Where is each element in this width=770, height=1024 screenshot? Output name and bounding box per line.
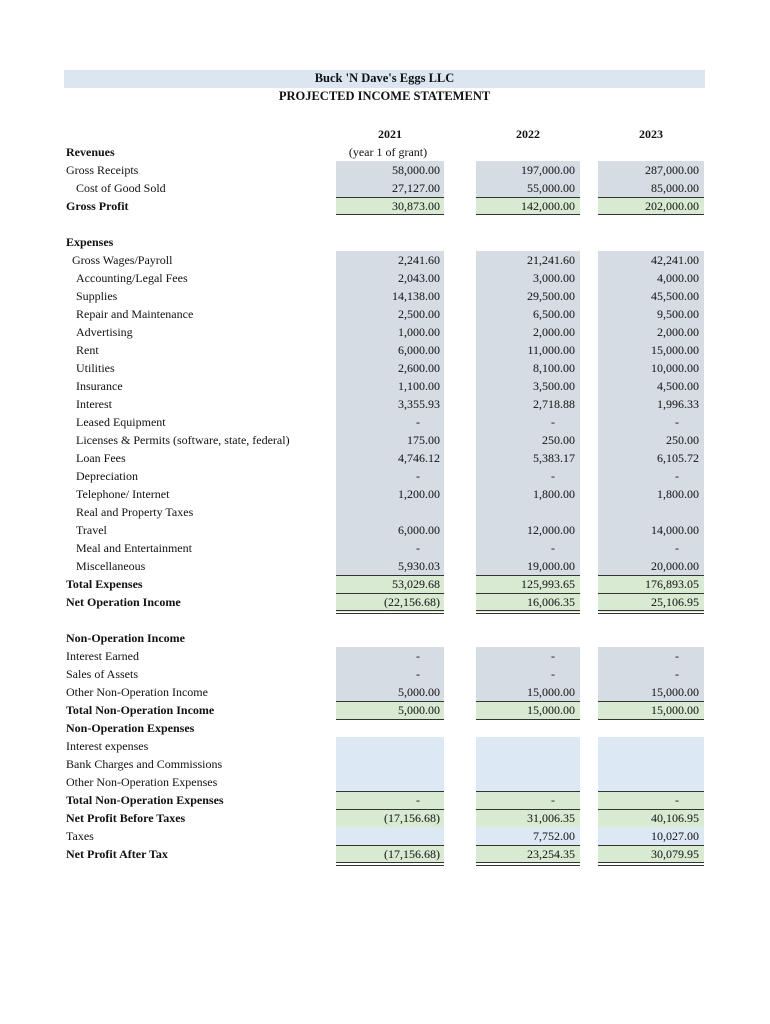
non-op-income-label: Other Non-Operation Income [66,685,208,699]
expense-value-2021: 1,200.00 [398,487,440,501]
non-op-income-2022: - [551,649,555,663]
expense-value-2021: 2,600.00 [398,361,440,375]
net-operation-2021: (22,156.68) [384,595,440,609]
non-op-expense-label: Bank Charges and Commissions [66,757,223,771]
rule [336,809,444,810]
expense-value-2022: - [551,541,555,555]
expense-label: Utilities [76,361,115,375]
gross-receipts-label: Gross Receipts [66,163,139,177]
statement-title: PROJECTED INCOME STATEMENT [278,89,491,103]
non-op-income-2021: - [416,667,420,681]
gross-receipts-2022: 197,000.00 [521,163,575,177]
expense-label: Depreciation [76,469,138,483]
expenses-heading: Expenses [66,235,114,249]
rule [476,214,580,215]
expense-value-2022: 21,241.60 [527,253,575,267]
total-non-op-income-label: Total Non-Operation Income [66,703,215,717]
expense-value-2022: 6,500.00 [533,307,575,321]
expense-label: Real and Property Taxes [76,505,194,519]
expense-value-2023: 14,000.00 [651,523,699,537]
rule [476,701,580,702]
expense-value-2022: 12,000.00 [527,523,575,537]
rule [598,809,704,810]
expense-value-2023: 20,000.00 [651,559,699,573]
expense-value-2021: 3,355.93 [398,397,440,411]
total-non-op-expenses-2023: - [675,793,679,807]
double-rule [476,862,580,866]
rule [476,809,580,810]
rule [598,701,704,702]
rule [476,845,580,846]
expense-value-2022: - [551,415,555,429]
gross-profit-2023: 202,000.00 [645,199,699,213]
expense-value-2022: 8,100.00 [533,361,575,375]
expense-value-2023: 42,241.00 [651,253,699,267]
rule [336,197,444,198]
rule [598,845,704,846]
total-non-op-income-2022: 15,000.00 [527,703,575,717]
expense-value-2023: 6,105.72 [657,451,699,465]
expense-label: Repair and Maintenance [76,307,194,321]
expense-value-2022: 2,000.00 [533,325,575,339]
expense-value-2021: 2,241.60 [398,253,440,267]
expense-value-2023: 2,000.00 [657,325,699,339]
rule [598,719,704,720]
rule [476,791,580,792]
total-expenses-2021: 53,029.68 [392,577,440,591]
expense-value-2021: 6,000.00 [398,523,440,537]
rule [336,593,444,594]
expense-value-2022: 19,000.00 [527,559,575,573]
rule [336,791,444,792]
net-before-tax-2022: 31,006.35 [527,811,575,825]
gross-profit-label: Gross Profit [66,199,129,213]
expense-label: Advertising [76,325,133,339]
total-non-op-income-2021: 5,000.00 [398,703,440,717]
double-rule [336,610,444,614]
expense-value-2023: - [675,469,679,483]
rule [598,214,704,215]
expense-label: Insurance [76,379,123,393]
expense-value-2021: 5,930.03 [398,559,440,573]
non-op-income-2023: - [675,649,679,663]
non-op-income-2021: 5,000.00 [398,685,440,699]
revenues-heading: Revenues [66,145,115,159]
expense-value-2022: 5,383.17 [533,451,575,465]
col-header-2023: 2023 [639,127,663,141]
expense-value-2022: 1,800.00 [533,487,575,501]
expense-label: Accounting/Legal Fees [76,271,188,285]
net-operation-2022: 16,006.35 [527,595,575,609]
rule [476,197,580,198]
expense-label: Miscellaneous [76,559,146,573]
double-rule [598,610,704,614]
net-before-tax-2021: (17,156.68) [384,811,440,825]
gross-profit-2021: 30,873.00 [392,199,440,213]
expense-value-2023: - [675,415,679,429]
rule [476,719,580,720]
rule [336,719,444,720]
rule [336,845,444,846]
expense-value-2021: 14,138.00 [392,289,440,303]
expense-value-2022: 29,500.00 [527,289,575,303]
expense-value-2023: 4,000.00 [657,271,699,285]
double-rule [598,862,704,866]
expense-value-2021: 4,746.12 [398,451,440,465]
light-nonexp-c2 [476,737,580,791]
expense-value-2021: 175.00 [407,433,440,447]
expense-label: Licenses & Permits (software, state, federal) [76,433,290,447]
gross-profit-2022: 142,000.00 [521,199,575,213]
total-non-op-expenses-2022: - [551,793,555,807]
expense-value-2023: 9,500.00 [657,307,699,321]
light-taxes-c1 [336,827,444,845]
expense-label: Gross Wages/Payroll [72,253,173,267]
non-op-expenses-heading: Non-Operation Expenses [66,721,195,735]
expense-value-2022: - [551,469,555,483]
rule [598,791,704,792]
expense-value-2021: - [416,469,420,483]
gross-receipts-2023: 287,000.00 [645,163,699,177]
net-before-tax-label: Net Profit Before Taxes [66,811,186,825]
expense-value-2022: 3,500.00 [533,379,575,393]
double-rule [336,862,444,866]
net-operation-2023: 25,106.95 [651,595,699,609]
cogs-label: Cost of Good Sold [76,181,166,195]
net-after-tax-2023: 30,079.95 [651,847,699,861]
total-expenses-2022: 125,993.65 [521,577,575,591]
rule [476,575,580,576]
expense-label: Supplies [76,289,118,303]
rule [598,575,704,576]
expense-label: Loan Fees [76,451,126,465]
expense-value-2023: 10,000.00 [651,361,699,375]
expense-value-2021: - [416,415,420,429]
net-operation-label: Net Operation Income [66,595,181,609]
non-op-expense-label: Other Non-Operation Expenses [66,775,218,789]
light-nonexp-c1 [336,737,444,791]
non-op-income-2022: 15,000.00 [527,685,575,699]
non-op-income-heading: Non-Operation Income [66,631,185,645]
expense-value-2021: 1,100.00 [398,379,440,393]
rule [336,575,444,576]
net-before-tax-2023: 40,106.95 [651,811,699,825]
taxes-label: Taxes [66,829,94,843]
expense-value-2023: 4,500.00 [657,379,699,393]
rule [336,214,444,215]
taxes-2023: 10,027.00 [651,829,699,843]
total-expenses-label: Total Expenses [66,577,143,591]
expense-value-2022: 3,000.00 [533,271,575,285]
expense-value-2022: 11,000.00 [527,343,575,357]
taxes-2022: 7,752.00 [533,829,575,843]
expense-label: Interest [76,397,112,411]
gross-receipts-2021: 58,000.00 [392,163,440,177]
total-expenses-2023: 176,893.05 [645,577,699,591]
non-op-income-2022: - [551,667,555,681]
expense-label: Meal and Entertainment [76,541,192,555]
expense-value-2021: 1,000.00 [398,325,440,339]
net-after-tax-2021: (17,156.68) [384,847,440,861]
total-non-op-expenses-label: Total Non-Operation Expenses [66,793,224,807]
non-op-expense-label: Interest expenses [66,739,149,753]
expense-label: Telephone/ Internet [76,487,170,501]
expense-value-2021: 2,043.00 [398,271,440,285]
non-op-income-label: Interest Earned [66,649,139,663]
expense-value-2023: 1,800.00 [657,487,699,501]
non-op-income-2023: - [675,667,679,681]
cogs-2021: 27,127.00 [392,181,440,195]
expense-value-2023: 250.00 [666,433,699,447]
expense-value-2023: 45,500.00 [651,289,699,303]
net-after-tax-label: Net Profit After Tax [66,847,168,861]
expense-value-2021: - [416,541,420,555]
net-after-tax-2022: 23,254.35 [527,847,575,861]
expense-value-2021: 6,000.00 [398,343,440,357]
expense-value-2022: 250.00 [542,433,575,447]
col-header-2021: 2021 [378,127,402,141]
company-title: Buck 'N Dave's Eggs LLC [314,71,455,85]
non-op-income-2023: 15,000.00 [651,685,699,699]
expense-value-2023: - [675,541,679,555]
light-nonexp-c3 [598,737,704,791]
total-non-op-expenses-2021: - [416,793,420,807]
rule [598,593,704,594]
cogs-2022: 55,000.00 [527,181,575,195]
expense-value-2022: 2,718.88 [533,397,575,411]
expense-label: Travel [76,523,107,537]
total-non-op-income-2023: 15,000.00 [651,703,699,717]
rule [598,197,704,198]
non-op-income-label: Sales of Assets [66,667,138,681]
col-note-2021: (year 1 of grant) [348,145,428,159]
rule [476,593,580,594]
double-rule [476,610,580,614]
expense-value-2023: 1,996.33 [657,397,699,411]
col-header-2022: 2022 [516,127,540,141]
expense-value-2021: 2,500.00 [398,307,440,321]
expense-label: Leased Equipment [76,415,166,429]
expense-label: Rent [76,343,99,357]
cogs-2023: 85,000.00 [651,181,699,195]
expense-value-2023: 15,000.00 [651,343,699,357]
non-op-income-2021: - [416,649,420,663]
rule [336,701,444,702]
